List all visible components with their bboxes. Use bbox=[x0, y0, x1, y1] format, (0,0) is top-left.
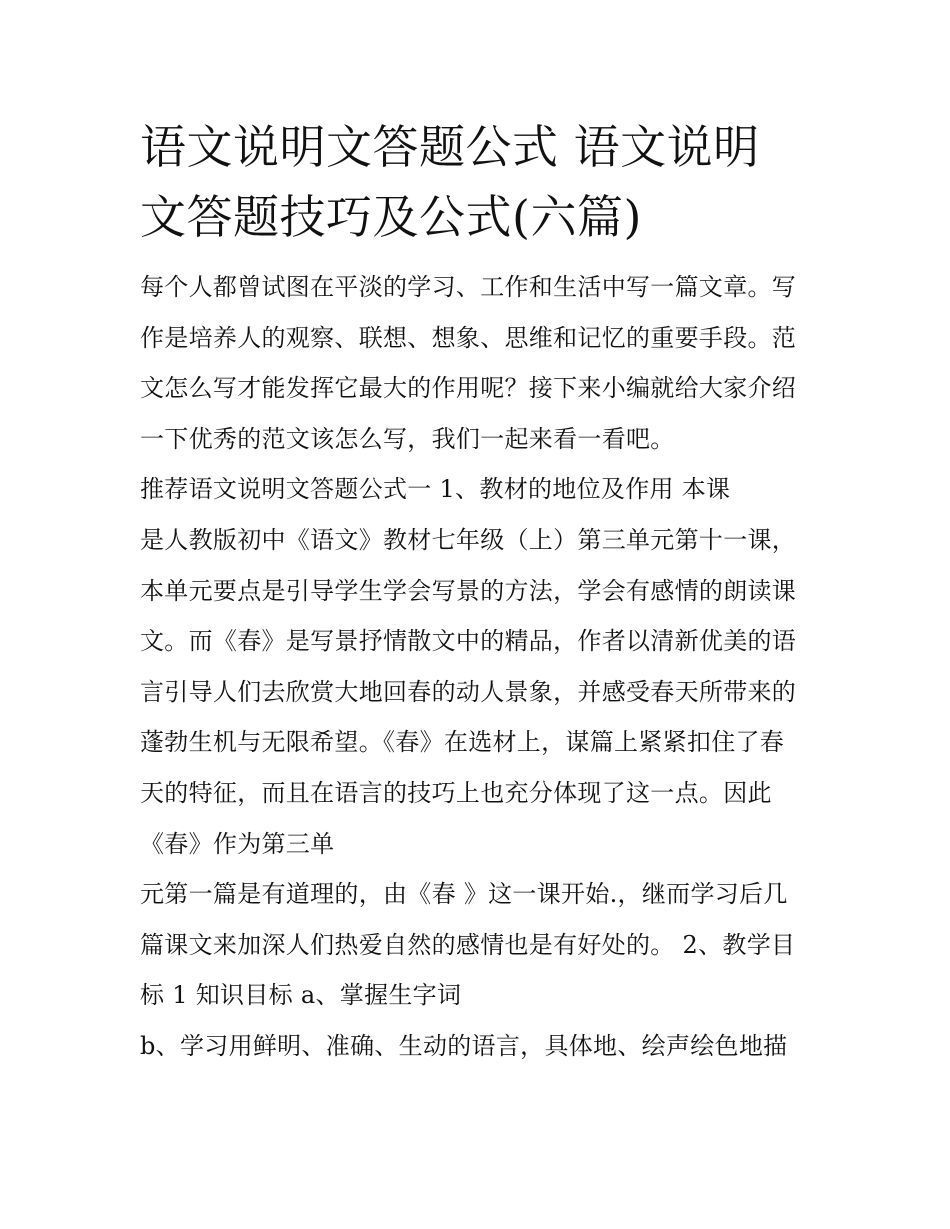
title-line: 文答题技巧及公式(六篇) bbox=[140, 190, 642, 244]
body-line: b、学习用鲜明、准确、生动的语言，具体地、绘声绘色地描 bbox=[140, 1031, 788, 1060]
body-line: 标 1 知识目标 a、掌握生字词 bbox=[140, 981, 462, 1010]
body-line: 蓬勃生机与无限希望。《春》在选材上，谋篇上紧紧扣住了春 bbox=[140, 728, 785, 757]
body-line: 推荐语文说明文答题公式一 1、教材的地位及作用 本课 bbox=[140, 475, 731, 504]
body-line: 是人教版初中《语文》教材七年级（上）第三单元第十一课， bbox=[140, 525, 797, 554]
body-line: 每个人都曾试图在平淡的学习、工作和生活中写一篇文章。写 bbox=[140, 273, 797, 301]
body-line: 文。而《春》是写景抒情散文中的精品，作者以清新优美的语 bbox=[140, 627, 797, 656]
body-line: 文怎么写才能发挥它最大的作用呢？接下来小编就给大家介绍 bbox=[140, 374, 797, 403]
body-line: 作是培养人的观察、联想、想象、思维和记忆的重要手段。范 bbox=[140, 323, 797, 352]
body-line: 篇课文来加深人们热爱自然的感情也是有好处的。 2、教学目 bbox=[140, 930, 796, 959]
body-line: 言引导人们去欣赏大地回春的动人景象，并感受春天所带来的 bbox=[140, 677, 797, 706]
body-line: 本单元要点是引导学生学会写景的方法，学会有感情的朗读课 bbox=[140, 576, 797, 605]
body-line: 一下优秀的范文该怎么写，我们一起来看一看吧。 bbox=[140, 424, 675, 453]
document-page bbox=[140, 112, 815, 1072]
document-title bbox=[140, 112, 815, 252]
body-line: 元第一篇是有道理的，由《春 》这一课开始.，继而学习后几 bbox=[140, 880, 788, 909]
document-body bbox=[140, 262, 815, 1072]
body-line: 天的特征，而且在语言的技巧上也充分体现了这一点。因此 bbox=[140, 778, 772, 807]
body-line: 《春》作为第三单 bbox=[140, 829, 335, 858]
title-line: 语文说明文答题公式 语文说明 bbox=[140, 120, 760, 174]
